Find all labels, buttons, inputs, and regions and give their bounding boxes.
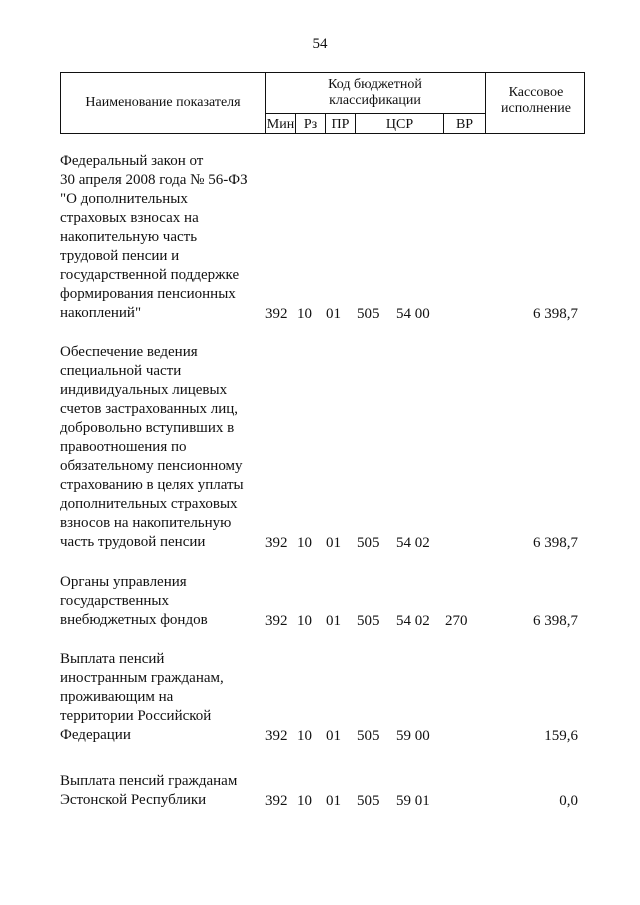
code-pr: 01: [326, 793, 341, 809]
header-code-group: Код бюджетной классификации: [328, 77, 422, 108]
code-pr: 01: [326, 535, 341, 551]
row-name: Обеспечение ведения специальной части индивидуальных лицевых счетов застрахованных лиц, добровольно вступивших в правоотношения по обязательному пенсионному страхованию в целях уплаты дополнительных страховых взносов на накопительную часть трудовой пенсии: [60, 344, 244, 550]
amount: 6 398,7: [533, 535, 578, 551]
code-rz: 10: [297, 613, 312, 629]
table-header: [60, 72, 585, 134]
header-exec-col: Кассовое исполнение: [501, 85, 571, 116]
code-csr: 505: [357, 613, 380, 629]
header-sub-rz: Рз: [303, 117, 318, 132]
code-min: 392: [265, 535, 288, 551]
code-vr: 270: [445, 613, 468, 629]
code-rz: 10: [297, 535, 312, 551]
code-csr: 505: [357, 793, 380, 809]
code-min: 392: [265, 613, 288, 629]
amount: 6 398,7: [533, 613, 578, 629]
table-row: [0, 343, 640, 552]
code-csr: 505: [357, 306, 380, 322]
code-rz: 10: [297, 306, 312, 322]
header-sub-pr: ПР: [331, 117, 350, 132]
code-csr: 54 00: [396, 306, 430, 322]
header-sub-vr: ВР: [455, 117, 474, 132]
header-sub-csr: ЦСР: [385, 117, 414, 132]
code-rz: 10: [297, 728, 312, 744]
row-name: Выплата пенсий гражданам Эстонской Республики: [60, 773, 238, 808]
code-pr: 01: [326, 306, 341, 322]
code-csr: 54 02: [396, 613, 430, 629]
amount: 0,0: [559, 793, 578, 809]
header-name-col: Наименование показателя: [85, 95, 241, 110]
amount: 159,6: [544, 728, 578, 744]
code-csr: 505: [357, 535, 380, 551]
row-name: Органы управления государственных внебюджетных фондов: [60, 574, 208, 628]
amount: 6 398,7: [533, 306, 578, 322]
code-pr: 01: [326, 728, 341, 744]
code-csr: 59 00: [396, 728, 430, 744]
table-row: [0, 650, 640, 745]
table-row: [0, 772, 640, 810]
code-min: 392: [265, 306, 288, 322]
code-csr: 54 02: [396, 535, 430, 551]
code-csr: 505: [357, 728, 380, 744]
code-rz: 10: [297, 793, 312, 809]
row-name: Выплата пенсий иностранным гражданам, проживающим на территории Российской Федерации: [60, 651, 224, 743]
page-number: 54: [312, 36, 328, 52]
header-sub-min: Мин: [266, 117, 295, 132]
table-row: [0, 573, 640, 630]
row-name: Федеральный закон от 30 апреля 2008 года № 56-ФЗ "О дополнительных страховых взносах на накопительную часть трудовой пенсии и государственной поддержке формирования пенсионных накоплений": [60, 153, 248, 321]
code-min: 392: [265, 793, 288, 809]
code-min: 392: [265, 728, 288, 744]
code-pr: 01: [326, 613, 341, 629]
table-row: [0, 152, 640, 323]
divider: [265, 113, 485, 114]
code-csr: 59 01: [396, 793, 430, 809]
